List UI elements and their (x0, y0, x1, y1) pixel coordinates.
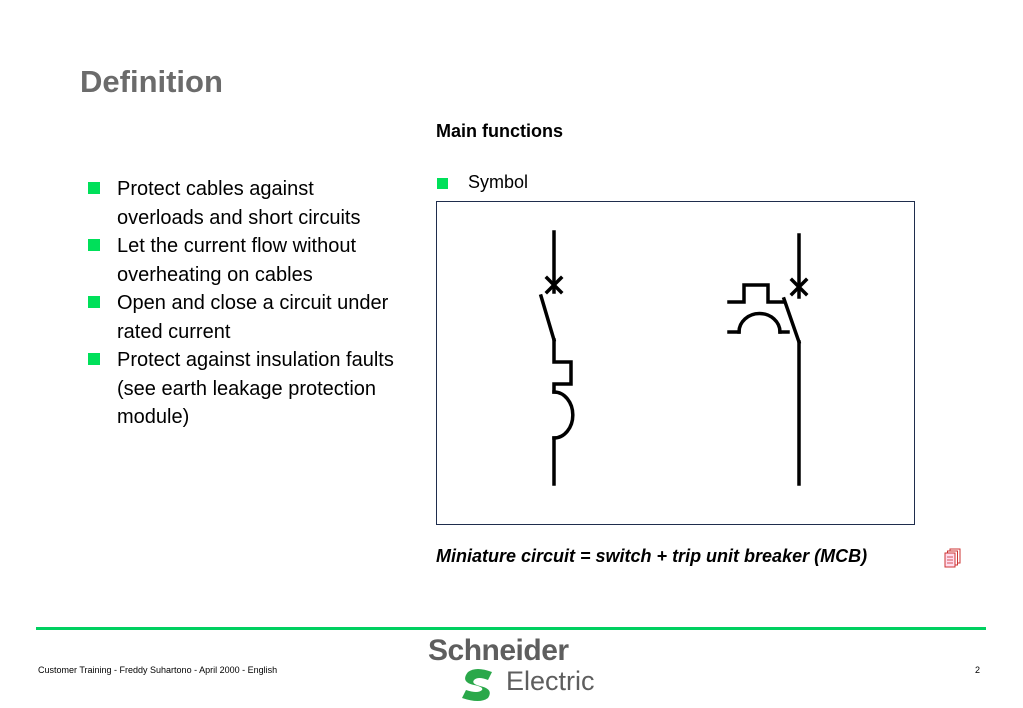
logo-text-schneider: Schneider (428, 634, 569, 667)
mcb-caption: Miniature circuit = switch + trip unit breaker (MCB) (436, 546, 868, 566)
list-item (88, 175, 398, 232)
circuit-symbol-diagram (436, 201, 915, 525)
bullet-square-icon (88, 296, 100, 308)
bullet-list (88, 175, 398, 432)
bullet-square-icon (437, 178, 448, 189)
bullet-square-icon (88, 239, 100, 251)
bullet-text: Open and close a circuit under rated current (117, 292, 389, 343)
bullet-square-icon (88, 182, 100, 194)
footer-text: Customer Training - Freddy Suhartono - April 2000 - English (38, 665, 278, 675)
list-item (88, 289, 398, 346)
slide-title: Definition (80, 64, 223, 99)
trip-unit-coil (739, 314, 780, 332)
list-item (88, 346, 398, 432)
document-stack-icon[interactable] (944, 548, 962, 568)
switch-contact (784, 299, 799, 342)
page-number: 2 (975, 665, 981, 675)
symbol-label: Symbol (468, 172, 529, 192)
switch-contact (541, 296, 554, 340)
symbol-bullet (437, 172, 528, 193)
logo-text-electric: Electric (506, 666, 595, 696)
mcb-symbols-drawing (437, 202, 916, 526)
trip-unit-top (729, 285, 784, 302)
thermal-trip-coil (554, 392, 573, 438)
schneider-electric-logo (428, 634, 598, 704)
bullet-square-icon (88, 353, 100, 365)
bullet-text: Protect against insulation faults (see earth leakage protection module) (117, 349, 394, 428)
bullet-text: Let the current flow without overheating on cables (117, 235, 357, 286)
footer-divider (36, 627, 986, 630)
bullet-text: Protect cables against overloads and short circuits (117, 178, 361, 229)
main-functions-heading: Main functions (436, 121, 563, 141)
logo-mark-icon (458, 668, 498, 702)
list-item (88, 232, 398, 289)
